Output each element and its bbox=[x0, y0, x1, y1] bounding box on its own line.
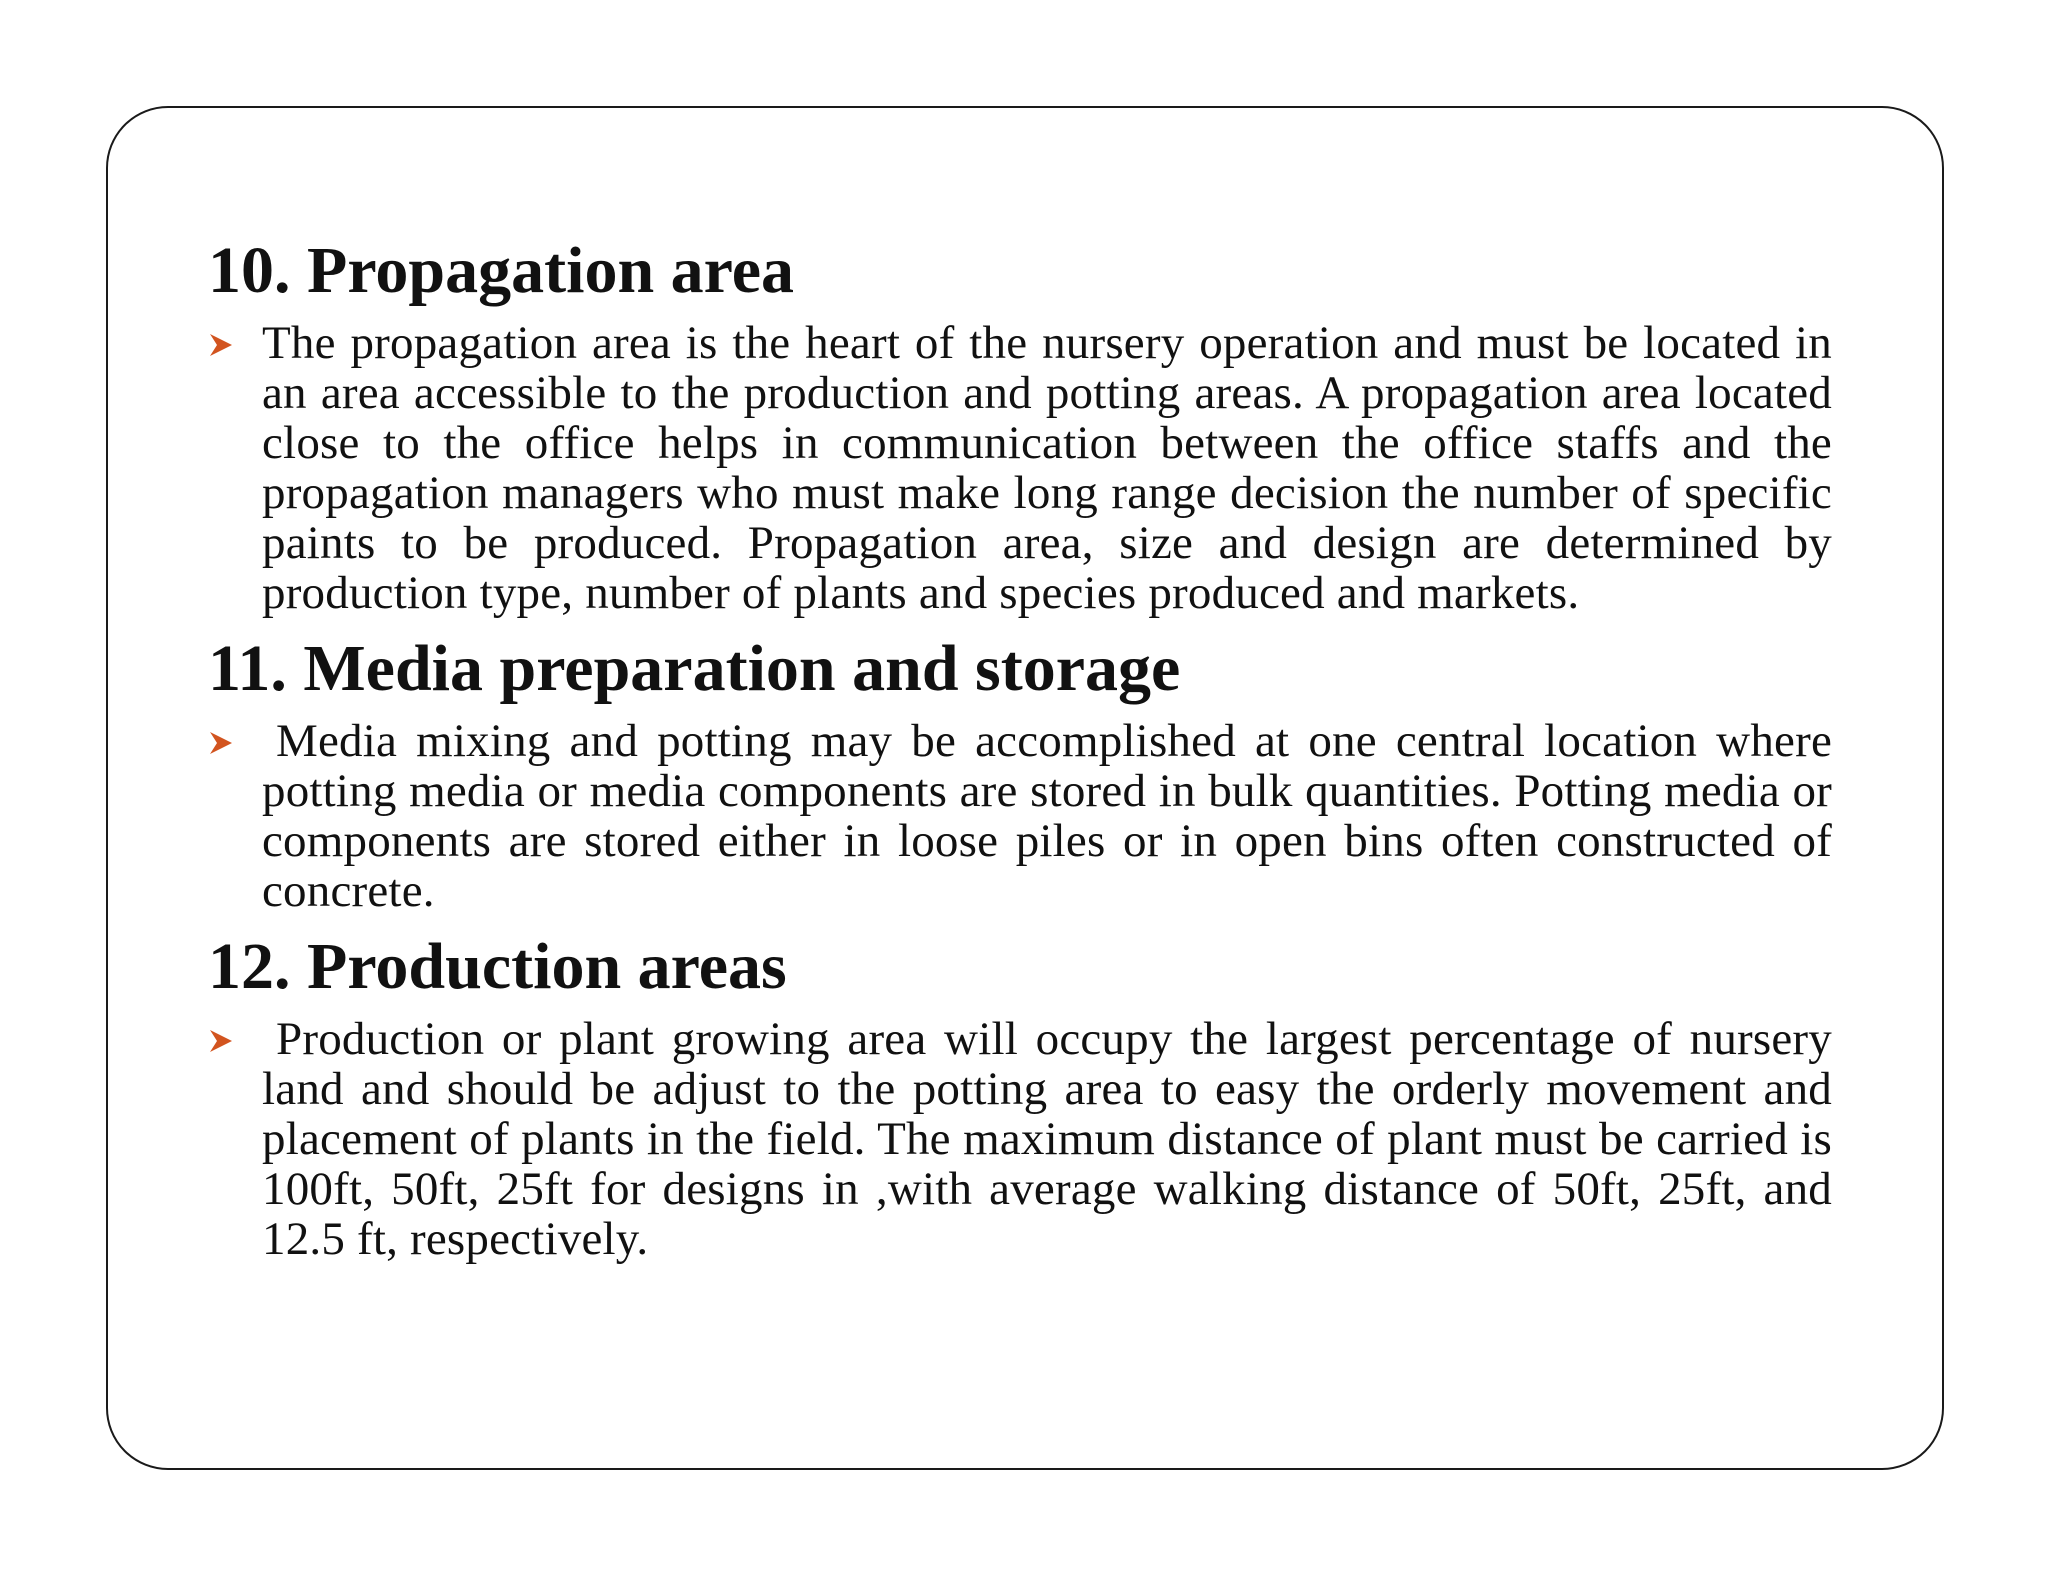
section-propagation-area bbox=[208, 228, 1832, 618]
arrowhead-bullet-icon bbox=[208, 332, 234, 358]
section-heading: 10. Propagation area bbox=[208, 234, 795, 307]
bullet-text: Media mixing and potting may be accomplished at one central location where potting media or media components are stored in bulk quantities. Potting media or components are stored either in loose piles or in open bins often constructed of concrete. bbox=[262, 715, 1832, 917]
section-heading: 12. Production areas bbox=[208, 930, 787, 1003]
bullet-text: Production or plant growing area will occupy the largest percentage of nursery land and should be adjust to the potting area to easy the orderly movement and placement of plants in the field. The maximum distance of plant must be carried is 100ft, 50ft, 25ft for designs in ,with average walking distance of 50ft, 25ft, and 12.5 ft, respectively. bbox=[262, 1013, 1832, 1265]
bullet-item bbox=[208, 318, 1832, 618]
section-media-preparation bbox=[208, 626, 1832, 916]
arrowhead-bullet-icon bbox=[208, 1028, 234, 1054]
slide-content bbox=[208, 228, 1832, 1272]
bullet-item bbox=[208, 716, 1832, 916]
section-heading: 11. Media preparation and storage bbox=[208, 632, 1181, 705]
arrowhead-bullet-icon bbox=[208, 730, 234, 756]
section-production-areas bbox=[208, 924, 1832, 1264]
bullet-item bbox=[208, 1014, 1832, 1264]
bullet-text: The propagation area is the heart of the nursery operation and must be located in an area accessible to the production and potting areas. A propagation area located close to the office helps in communication between the office staffs and the propagation managers who must make long range decision the number of specific paints to be produced. Propagation area, size and design are determined by production type, number of plants and species produced and markets. bbox=[262, 317, 1832, 619]
